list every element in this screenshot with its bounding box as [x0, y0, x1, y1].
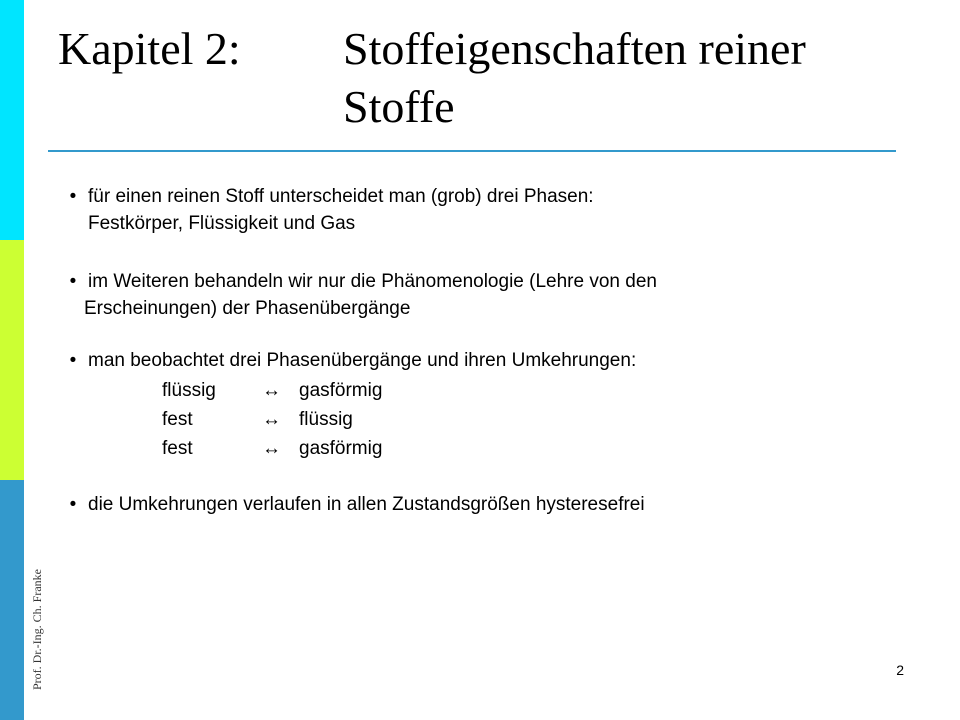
bullet-text: im Weiteren behandeln wir nur die Phänomenologie (Lehre von den — [88, 271, 657, 292]
slide-title-prefix: Kapitel 2: — [58, 23, 241, 74]
bullet-continuation: Erscheinungen) der Phasenübergänge — [84, 298, 411, 319]
transition-row — [58, 405, 918, 434]
side-bar-blue — [0, 480, 24, 720]
title-divider — [48, 150, 896, 152]
slide-title-line-1: Stoffeigenschaften reiner — [343, 23, 806, 74]
transition-to: flüssig — [299, 409, 353, 430]
bullet-marker: • — [69, 271, 77, 292]
bullet-continuation: Festkörper, Flüssigkeit und Gas — [88, 213, 356, 234]
bullet-phenomenology — [58, 268, 918, 322]
transition-from: flüssig — [162, 380, 216, 401]
transition-from: fest — [162, 409, 193, 430]
transition-row — [58, 376, 918, 405]
slide-title-line-2: Stoffe — [343, 81, 455, 132]
slide-title — [343, 20, 923, 136]
bullet-transitions — [58, 347, 918, 463]
bullet-text: man beobachtet drei Phasenübergänge und ihren Umkehrungen: — [88, 350, 637, 371]
slide-body — [58, 183, 918, 518]
author-credit: Prof. Dr.-Ing. Ch. Franke — [30, 569, 44, 690]
double-arrow-icon: ↔ — [262, 380, 281, 401]
transition-from: fest — [162, 438, 193, 459]
bullet-hysteresis — [58, 491, 918, 518]
transition-to: gasförmig — [299, 380, 383, 401]
bullet-marker: • — [69, 350, 77, 371]
bullet-phases — [58, 183, 918, 237]
bullet-text: die Umkehrungen verlaufen in allen Zustandsgrößen hysteresefrei — [88, 494, 645, 515]
double-arrow-icon: ↔ — [262, 438, 281, 459]
bullet-text: für einen reinen Stoff unterscheidet man (grob) drei Phasen: — [88, 186, 594, 207]
side-bar-lime — [0, 240, 24, 480]
bullet-marker: • — [69, 494, 77, 515]
side-bar-cyan — [0, 0, 24, 240]
double-arrow-icon: ↔ — [262, 409, 281, 430]
transition-to: gasförmig — [299, 438, 383, 459]
transition-row — [58, 434, 918, 463]
bullet-marker: • — [69, 186, 77, 207]
transition-list — [58, 376, 918, 463]
page-number: 2 — [896, 662, 904, 678]
